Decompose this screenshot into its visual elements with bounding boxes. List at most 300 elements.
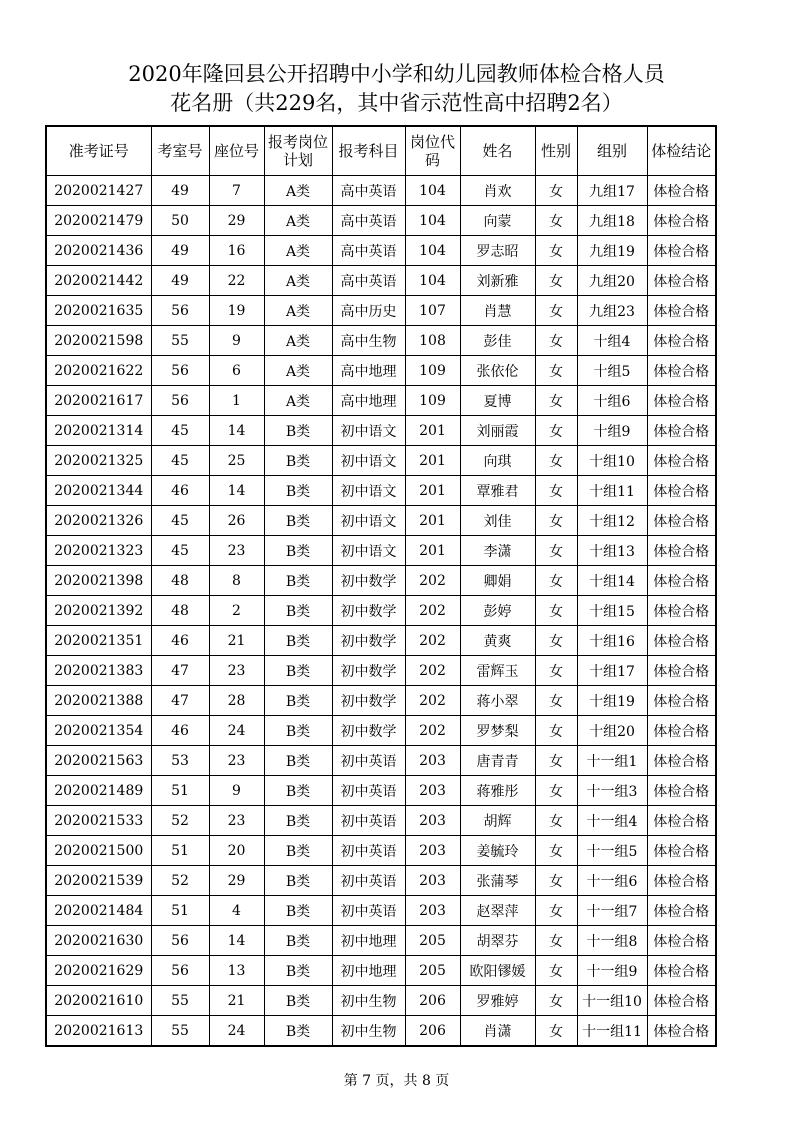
group-cell: 十一组3 bbox=[577, 776, 647, 806]
room-cell: 56 bbox=[151, 386, 209, 416]
post-code-cell: 201 bbox=[405, 476, 460, 506]
room-cell: 46 bbox=[151, 476, 209, 506]
plan-cell: B类 bbox=[264, 506, 332, 536]
result-cell: 体检合格 bbox=[647, 956, 716, 986]
subject-cell: 高中英语 bbox=[332, 206, 405, 236]
table-row bbox=[46, 536, 716, 566]
seat-cell: 20 bbox=[209, 836, 264, 866]
plan-cell: B类 bbox=[264, 986, 332, 1016]
gender-cell: 女 bbox=[535, 656, 577, 686]
room-cell: 47 bbox=[151, 686, 209, 716]
subject-cell: 初中数学 bbox=[332, 656, 405, 686]
gender-cell: 女 bbox=[535, 206, 577, 236]
room-cell: 45 bbox=[151, 446, 209, 476]
table-row bbox=[46, 926, 716, 956]
post-code-cell: 104 bbox=[405, 266, 460, 296]
post-code-cell: 202 bbox=[405, 716, 460, 746]
table-row bbox=[46, 356, 716, 386]
post-code-cell: 104 bbox=[405, 176, 460, 206]
gender-cell: 女 bbox=[535, 956, 577, 986]
gender-cell: 女 bbox=[535, 476, 577, 506]
result-cell: 体检合格 bbox=[647, 446, 716, 476]
exam-id-cell: 2020021326 bbox=[46, 506, 151, 536]
table-row bbox=[46, 386, 716, 416]
result-cell: 体检合格 bbox=[647, 596, 716, 626]
subject-cell: 初中语文 bbox=[332, 506, 405, 536]
name-cell: 姜毓玲 bbox=[460, 836, 535, 866]
name-cell: 李潇 bbox=[460, 536, 535, 566]
exam-id-cell: 2020021436 bbox=[46, 236, 151, 266]
plan-cell: B类 bbox=[264, 956, 332, 986]
room-cell: 56 bbox=[151, 956, 209, 986]
name-cell: 张蒲琴 bbox=[460, 866, 535, 896]
exam-id-cell: 2020021613 bbox=[46, 1016, 151, 1047]
plan-cell: B类 bbox=[264, 596, 332, 626]
exam-id-cell: 2020021442 bbox=[46, 266, 151, 296]
group-cell: 十组9 bbox=[577, 416, 647, 446]
result-cell: 体检合格 bbox=[647, 746, 716, 776]
table-row bbox=[46, 566, 716, 596]
room-cell: 45 bbox=[151, 506, 209, 536]
header-plan: 报考岗位计划 bbox=[264, 126, 332, 176]
plan-cell: A类 bbox=[264, 176, 332, 206]
name-cell: 罗梦梨 bbox=[460, 716, 535, 746]
table-row bbox=[46, 1016, 716, 1047]
plan-cell: B类 bbox=[264, 686, 332, 716]
result-cell: 体检合格 bbox=[647, 386, 716, 416]
subject-cell: 初中英语 bbox=[332, 896, 405, 926]
room-cell: 45 bbox=[151, 536, 209, 566]
exam-id-cell: 2020021398 bbox=[46, 566, 151, 596]
name-cell: 蒋雅彤 bbox=[460, 776, 535, 806]
post-code-cell: 203 bbox=[405, 746, 460, 776]
header-row bbox=[46, 126, 716, 176]
name-cell: 罗志昭 bbox=[460, 236, 535, 266]
table-row bbox=[46, 896, 716, 926]
gender-cell: 女 bbox=[535, 296, 577, 326]
seat-cell: 23 bbox=[209, 536, 264, 566]
group-cell: 十一组8 bbox=[577, 926, 647, 956]
post-code-cell: 203 bbox=[405, 776, 460, 806]
exam-id-cell: 2020021500 bbox=[46, 836, 151, 866]
group-cell: 九组18 bbox=[577, 206, 647, 236]
name-cell: 向琪 bbox=[460, 446, 535, 476]
seat-cell: 19 bbox=[209, 296, 264, 326]
exam-id-cell: 2020021563 bbox=[46, 746, 151, 776]
subject-cell: 初中英语 bbox=[332, 836, 405, 866]
table-row bbox=[46, 206, 716, 236]
room-cell: 45 bbox=[151, 416, 209, 446]
result-cell: 体检合格 bbox=[647, 716, 716, 746]
gender-cell: 女 bbox=[535, 926, 577, 956]
table-row bbox=[46, 596, 716, 626]
subject-cell: 高中历史 bbox=[332, 296, 405, 326]
name-cell: 罗雅婷 bbox=[460, 986, 535, 1016]
plan-cell: A类 bbox=[264, 236, 332, 266]
result-cell: 体检合格 bbox=[647, 236, 716, 266]
gender-cell: 女 bbox=[535, 1016, 577, 1047]
seat-cell: 7 bbox=[209, 176, 264, 206]
seat-cell: 1 bbox=[209, 386, 264, 416]
group-cell: 九组20 bbox=[577, 266, 647, 296]
gender-cell: 女 bbox=[535, 266, 577, 296]
room-cell: 49 bbox=[151, 266, 209, 296]
table-row bbox=[46, 686, 716, 716]
group-cell: 十一组6 bbox=[577, 866, 647, 896]
post-code-cell: 203 bbox=[405, 896, 460, 926]
name-cell: 覃雅君 bbox=[460, 476, 535, 506]
group-cell: 十组5 bbox=[577, 356, 647, 386]
subject-cell: 初中生物 bbox=[332, 1016, 405, 1047]
group-cell: 十一组7 bbox=[577, 896, 647, 926]
table-row bbox=[46, 866, 716, 896]
subject-cell: 初中语文 bbox=[332, 446, 405, 476]
header-seat: 座位号 bbox=[209, 126, 264, 176]
exam-id-cell: 2020021489 bbox=[46, 776, 151, 806]
subject-cell: 初中地理 bbox=[332, 956, 405, 986]
result-cell: 体检合格 bbox=[647, 806, 716, 836]
subject-cell: 高中英语 bbox=[332, 176, 405, 206]
subject-cell: 高中英语 bbox=[332, 266, 405, 296]
room-cell: 49 bbox=[151, 236, 209, 266]
plan-cell: B类 bbox=[264, 716, 332, 746]
seat-cell: 14 bbox=[209, 476, 264, 506]
table-row bbox=[46, 956, 716, 986]
name-cell: 赵翠萍 bbox=[460, 896, 535, 926]
table-row bbox=[46, 266, 716, 296]
table-row bbox=[46, 506, 716, 536]
post-code-cell: 205 bbox=[405, 926, 460, 956]
seat-cell: 24 bbox=[209, 1016, 264, 1047]
name-cell: 黄爽 bbox=[460, 626, 535, 656]
table-row bbox=[46, 746, 716, 776]
post-code-cell: 109 bbox=[405, 386, 460, 416]
exam-id-cell: 2020021598 bbox=[46, 326, 151, 356]
post-code-cell: 202 bbox=[405, 566, 460, 596]
roster-table bbox=[45, 125, 717, 1047]
subject-cell: 初中数学 bbox=[332, 626, 405, 656]
table-body bbox=[46, 176, 716, 1047]
exam-id-cell: 2020021479 bbox=[46, 206, 151, 236]
header-gender: 性别 bbox=[535, 126, 577, 176]
exam-id-cell: 2020021344 bbox=[46, 476, 151, 506]
plan-cell: B类 bbox=[264, 1016, 332, 1047]
table-header bbox=[46, 126, 716, 176]
result-cell: 体检合格 bbox=[647, 356, 716, 386]
name-cell: 向蒙 bbox=[460, 206, 535, 236]
post-code-cell: 203 bbox=[405, 806, 460, 836]
table-row bbox=[46, 446, 716, 476]
subject-cell: 初中地理 bbox=[332, 926, 405, 956]
subject-cell: 初中数学 bbox=[332, 716, 405, 746]
subject-cell: 高中地理 bbox=[332, 356, 405, 386]
seat-cell: 16 bbox=[209, 236, 264, 266]
document-title: 2020年隆回县公开招聘中小学和幼儿园教师体检合格人员 bbox=[128, 62, 665, 86]
gender-cell: 女 bbox=[535, 446, 577, 476]
result-cell: 体检合格 bbox=[647, 326, 716, 356]
exam-id-cell: 2020021388 bbox=[46, 686, 151, 716]
post-code-cell: 104 bbox=[405, 236, 460, 266]
table-row bbox=[46, 416, 716, 446]
exam-id-cell: 2020021392 bbox=[46, 596, 151, 626]
subject-cell: 初中英语 bbox=[332, 866, 405, 896]
exam-id-cell: 2020021383 bbox=[46, 656, 151, 686]
gender-cell: 女 bbox=[535, 716, 577, 746]
gender-cell: 女 bbox=[535, 566, 577, 596]
seat-cell: 6 bbox=[209, 356, 264, 386]
header-post-code: 岗位代码 bbox=[405, 126, 460, 176]
group-cell: 十组17 bbox=[577, 656, 647, 686]
table-row bbox=[46, 476, 716, 506]
plan-cell: A类 bbox=[264, 206, 332, 236]
table-row bbox=[46, 626, 716, 656]
header-result: 体检结论 bbox=[647, 126, 716, 176]
plan-cell: A类 bbox=[264, 356, 332, 386]
seat-cell: 9 bbox=[209, 326, 264, 356]
result-cell: 体检合格 bbox=[647, 206, 716, 236]
table-row bbox=[46, 836, 716, 866]
seat-cell: 4 bbox=[209, 896, 264, 926]
exam-id-cell: 2020021629 bbox=[46, 956, 151, 986]
room-cell: 46 bbox=[151, 716, 209, 746]
seat-cell: 25 bbox=[209, 446, 264, 476]
gender-cell: 女 bbox=[535, 626, 577, 656]
subject-cell: 初中语文 bbox=[332, 416, 405, 446]
header-subject: 报考科目 bbox=[332, 126, 405, 176]
seat-cell: 2 bbox=[209, 596, 264, 626]
post-code-cell: 201 bbox=[405, 506, 460, 536]
plan-cell: B类 bbox=[264, 476, 332, 506]
plan-cell: A类 bbox=[264, 296, 332, 326]
post-code-cell: 205 bbox=[405, 956, 460, 986]
room-cell: 55 bbox=[151, 1016, 209, 1047]
seat-cell: 23 bbox=[209, 746, 264, 776]
group-cell: 十组11 bbox=[577, 476, 647, 506]
subject-cell: 高中地理 bbox=[332, 386, 405, 416]
exam-id-cell: 2020021617 bbox=[46, 386, 151, 416]
subject-cell: 初中数学 bbox=[332, 686, 405, 716]
group-cell: 十组13 bbox=[577, 536, 647, 566]
result-cell: 体检合格 bbox=[647, 656, 716, 686]
group-cell: 十一组11 bbox=[577, 1016, 647, 1047]
result-cell: 体检合格 bbox=[647, 686, 716, 716]
name-cell: 刘佳 bbox=[460, 506, 535, 536]
group-cell: 十组20 bbox=[577, 716, 647, 746]
plan-cell: B类 bbox=[264, 446, 332, 476]
post-code-cell: 107 bbox=[405, 296, 460, 326]
group-cell: 十组14 bbox=[577, 566, 647, 596]
room-cell: 52 bbox=[151, 866, 209, 896]
plan-cell: B类 bbox=[264, 656, 332, 686]
name-cell: 彭佳 bbox=[460, 326, 535, 356]
exam-id-cell: 2020021622 bbox=[46, 356, 151, 386]
subject-cell: 初中数学 bbox=[332, 596, 405, 626]
exam-id-cell: 2020021427 bbox=[46, 176, 151, 206]
seat-cell: 28 bbox=[209, 686, 264, 716]
group-cell: 十一组9 bbox=[577, 956, 647, 986]
post-code-cell: 109 bbox=[405, 356, 460, 386]
gender-cell: 女 bbox=[535, 386, 577, 416]
result-cell: 体检合格 bbox=[647, 626, 716, 656]
gender-cell: 女 bbox=[535, 686, 577, 716]
post-code-cell: 201 bbox=[405, 446, 460, 476]
plan-cell: B类 bbox=[264, 806, 332, 836]
group-cell: 十组4 bbox=[577, 326, 647, 356]
plan-cell: B类 bbox=[264, 866, 332, 896]
group-cell: 十组15 bbox=[577, 596, 647, 626]
seat-cell: 13 bbox=[209, 956, 264, 986]
post-code-cell: 203 bbox=[405, 866, 460, 896]
exam-id-cell: 2020021635 bbox=[46, 296, 151, 326]
group-cell: 十一组10 bbox=[577, 986, 647, 1016]
result-cell: 体检合格 bbox=[647, 896, 716, 926]
group-cell: 十组19 bbox=[577, 686, 647, 716]
subject-cell: 初中生物 bbox=[332, 986, 405, 1016]
plan-cell: A类 bbox=[264, 326, 332, 356]
gender-cell: 女 bbox=[535, 506, 577, 536]
name-cell: 唐青青 bbox=[460, 746, 535, 776]
result-cell: 体检合格 bbox=[647, 986, 716, 1016]
post-code-cell: 202 bbox=[405, 626, 460, 656]
result-cell: 体检合格 bbox=[647, 296, 716, 326]
plan-cell: B类 bbox=[264, 416, 332, 446]
gender-cell: 女 bbox=[535, 596, 577, 626]
group-cell: 十组6 bbox=[577, 386, 647, 416]
header-exam-id: 准考证号 bbox=[46, 126, 151, 176]
result-cell: 体检合格 bbox=[647, 536, 716, 566]
result-cell: 体检合格 bbox=[647, 1016, 716, 1047]
seat-cell: 29 bbox=[209, 206, 264, 236]
room-cell: 48 bbox=[151, 566, 209, 596]
gender-cell: 女 bbox=[535, 836, 577, 866]
post-code-cell: 206 bbox=[405, 1016, 460, 1047]
post-code-cell: 203 bbox=[405, 836, 460, 866]
gender-cell: 女 bbox=[535, 356, 577, 386]
plan-cell: B类 bbox=[264, 776, 332, 806]
seat-cell: 22 bbox=[209, 266, 264, 296]
table-row bbox=[46, 986, 716, 1016]
seat-cell: 24 bbox=[209, 716, 264, 746]
result-cell: 体检合格 bbox=[647, 416, 716, 446]
room-cell: 56 bbox=[151, 296, 209, 326]
result-cell: 体检合格 bbox=[647, 866, 716, 896]
plan-cell: B类 bbox=[264, 566, 332, 596]
post-code-cell: 202 bbox=[405, 596, 460, 626]
room-cell: 56 bbox=[151, 356, 209, 386]
room-cell: 55 bbox=[151, 986, 209, 1016]
group-cell: 十一组4 bbox=[577, 806, 647, 836]
exam-id-cell: 2020021354 bbox=[46, 716, 151, 746]
name-cell: 夏博 bbox=[460, 386, 535, 416]
table-row bbox=[46, 776, 716, 806]
seat-cell: 23 bbox=[209, 656, 264, 686]
subject-cell: 高中生物 bbox=[332, 326, 405, 356]
subject-cell: 高中英语 bbox=[332, 236, 405, 266]
post-code-cell: 108 bbox=[405, 326, 460, 356]
subject-cell: 初中语文 bbox=[332, 476, 405, 506]
seat-cell: 14 bbox=[209, 926, 264, 956]
gender-cell: 女 bbox=[535, 866, 577, 896]
exam-id-cell: 2020021630 bbox=[46, 926, 151, 956]
name-cell: 卿娟 bbox=[460, 566, 535, 596]
subject-cell: 初中英语 bbox=[332, 776, 405, 806]
result-cell: 体检合格 bbox=[647, 506, 716, 536]
result-cell: 体检合格 bbox=[647, 926, 716, 956]
table-row bbox=[46, 296, 716, 326]
table-row bbox=[46, 326, 716, 356]
result-cell: 体检合格 bbox=[647, 176, 716, 206]
room-cell: 56 bbox=[151, 926, 209, 956]
plan-cell: B类 bbox=[264, 626, 332, 656]
gender-cell: 女 bbox=[535, 986, 577, 1016]
seat-cell: 9 bbox=[209, 776, 264, 806]
name-cell: 彭婷 bbox=[460, 596, 535, 626]
name-cell: 胡翠芬 bbox=[460, 926, 535, 956]
post-code-cell: 202 bbox=[405, 656, 460, 686]
room-cell: 46 bbox=[151, 626, 209, 656]
subject-cell: 初中语文 bbox=[332, 536, 405, 566]
gender-cell: 女 bbox=[535, 806, 577, 836]
gender-cell: 女 bbox=[535, 746, 577, 776]
post-code-cell: 201 bbox=[405, 536, 460, 566]
group-cell: 十组10 bbox=[577, 446, 647, 476]
gender-cell: 女 bbox=[535, 896, 577, 926]
group-cell: 十组16 bbox=[577, 626, 647, 656]
exam-id-cell: 2020021323 bbox=[46, 536, 151, 566]
post-code-cell: 201 bbox=[405, 416, 460, 446]
subject-cell: 初中数学 bbox=[332, 566, 405, 596]
group-cell: 十一组5 bbox=[577, 836, 647, 866]
name-cell: 刘新雅 bbox=[460, 266, 535, 296]
name-cell: 蒋小翠 bbox=[460, 686, 535, 716]
exam-id-cell: 2020021610 bbox=[46, 986, 151, 1016]
plan-cell: A类 bbox=[264, 266, 332, 296]
plan-cell: B类 bbox=[264, 536, 332, 566]
room-cell: 48 bbox=[151, 596, 209, 626]
name-cell: 胡辉 bbox=[460, 806, 535, 836]
room-cell: 51 bbox=[151, 836, 209, 866]
exam-id-cell: 2020021484 bbox=[46, 896, 151, 926]
result-cell: 体检合格 bbox=[647, 566, 716, 596]
plan-cell: B类 bbox=[264, 836, 332, 866]
gender-cell: 女 bbox=[535, 416, 577, 446]
group-cell: 九组17 bbox=[577, 176, 647, 206]
gender-cell: 女 bbox=[535, 776, 577, 806]
seat-cell: 8 bbox=[209, 566, 264, 596]
name-cell: 肖潇 bbox=[460, 1016, 535, 1047]
subject-cell: 初中英语 bbox=[332, 806, 405, 836]
room-cell: 51 bbox=[151, 776, 209, 806]
header-group: 组别 bbox=[577, 126, 647, 176]
post-code-cell: 206 bbox=[405, 986, 460, 1016]
exam-id-cell: 2020021325 bbox=[46, 446, 151, 476]
seat-cell: 26 bbox=[209, 506, 264, 536]
table-row bbox=[46, 716, 716, 746]
seat-cell: 23 bbox=[209, 806, 264, 836]
seat-cell: 21 bbox=[209, 626, 264, 656]
exam-id-cell: 2020021539 bbox=[46, 866, 151, 896]
room-cell: 55 bbox=[151, 326, 209, 356]
table-row bbox=[46, 806, 716, 836]
room-cell: 53 bbox=[151, 746, 209, 776]
post-code-cell: 104 bbox=[405, 206, 460, 236]
table-row bbox=[46, 656, 716, 686]
exam-id-cell: 2020021533 bbox=[46, 806, 151, 836]
group-cell: 九组19 bbox=[577, 236, 647, 266]
seat-cell: 14 bbox=[209, 416, 264, 446]
room-cell: 51 bbox=[151, 896, 209, 926]
result-cell: 体检合格 bbox=[647, 266, 716, 296]
